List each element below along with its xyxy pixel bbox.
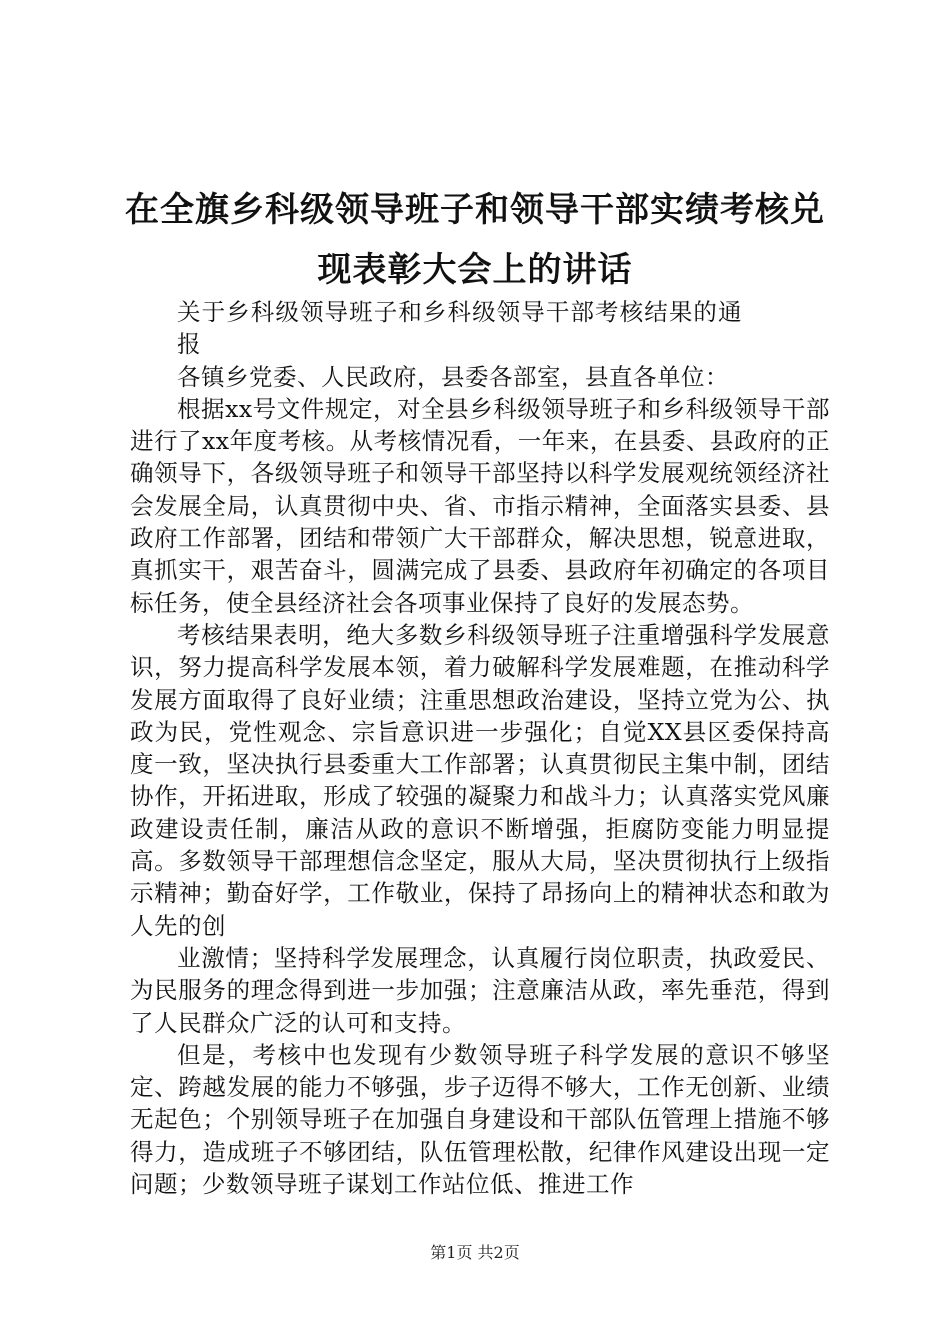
body-paragraph: 考核结果表明，绝大多数乡科级领导班子注重增强科学发展意识，努力提高科学发展本领，着力破解科学发展难题，在推动科学发展方面取得了良好业绩；注重思想政治建设，坚持立党为公、执政为民，党性观念、宗旨意识进一步强化；自觉XX县区委保持高度一致，坚决执行县委重大工作部署；认真贯彻民主集中制，团结协作，开拓进取，形成了较强的凝聚力和战斗力；认真落实党风廉政建设责任制，廉洁从政的意识不断增强，拒腐防变能力明显提高。多数领导干部理想信念坚定，服从大局，坚决贯彻执行上级指示精神；勤奋好学，工作敬业，保持了昂扬向上的精神状态和敢为人先的创 [130, 620, 830, 940]
notice-subtitle: 关于乡科级领导班子和乡科级领导干部考核结果的通报 [177, 298, 742, 359]
body-paragraph: 根据xx号文件规定，对全县乡科级领导班子和乡科级领导干部进行了xx年度考核。从考核情况看，一年来，在县委、县政府的正确领导下，各级领导班子和领导干部坚持以科学发展观统领经济社会发展全局，认真贯彻中央、省、市指示精神，全面落实县委、县政府工作部署，团结和带领广大干部群众，解决思想，锐意进取，真抓实干，艰苦奋斗，圆满完成了县委、县政府年初确定的各项目标任务，使全县经济社会各项事业保持了良好的发展态势。 [130, 394, 830, 617]
document-title-line-2: 现表彰大会上的讲话 [317, 250, 633, 290]
body-paragraph: 但是，考核中也发现有少数领导班子科学发展的意识不够坚定、跨越发展的能力不够强，步子迈得不够大，工作无创新、业绩无起色；个别领导班子在加强自身建设和干部队伍管理上措施不够得力，造成班子不够团结，队伍管理松散，纪律作风建设出现一定问题；少数领导班子谋划工作站位低、推进工作 [130, 1040, 830, 1199]
page-number-footer: 第1页 共2页 [430, 1243, 520, 1262]
document-body [130, 296, 830, 1200]
document-title-line-1: 在全旗乡科级领导班子和领导干部实绩考核兑 [125, 190, 825, 230]
salutation: 各镇乡党委、人民政府，县委各部室，县直各单位： [177, 362, 729, 391]
body-paragraph: 业激情；坚持科学发展理念，认真履行岗位职责，执政爱民、为民服务的理念得到进一步加强；注意廉洁从政，率先垂范，得到了人民群众广泛的认可和支持。 [130, 943, 830, 1037]
